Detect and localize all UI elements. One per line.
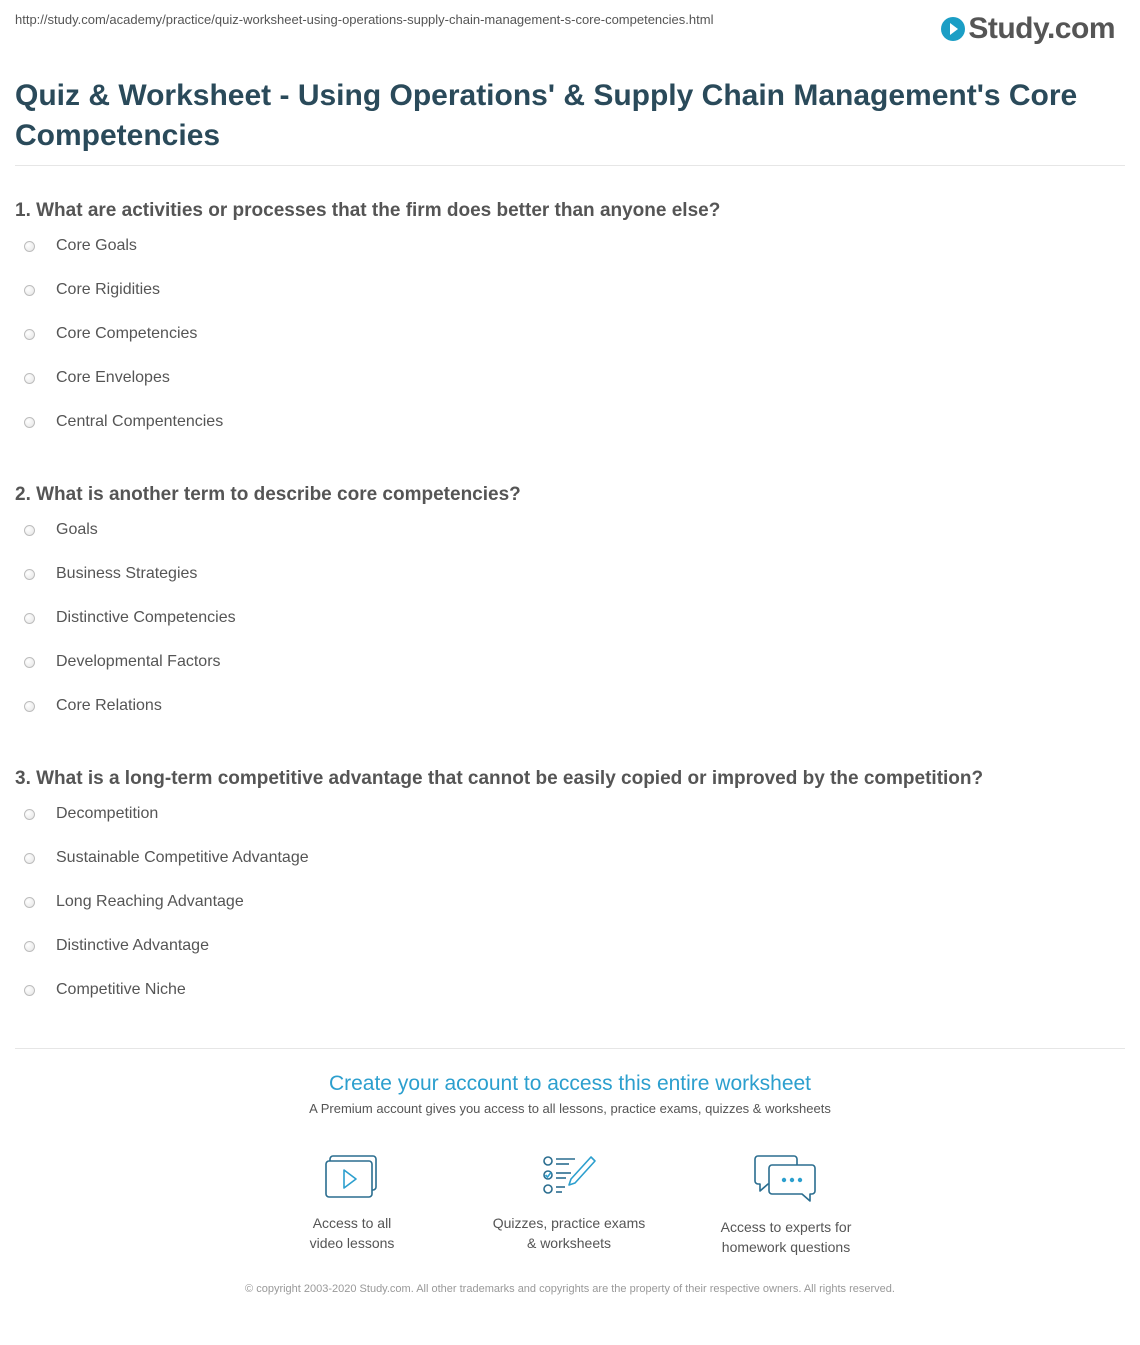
feature-line: homework questions: [721, 1239, 851, 1255]
question-1: [15, 196, 1125, 456]
feature-line: & worksheets: [526, 1235, 612, 1251]
answer-label: Core Envelopes: [56, 369, 170, 386]
premium-features: [243, 1153, 895, 1253]
answer-label: Distinctive Advantage: [56, 937, 209, 954]
page-header: [15, 10, 1125, 50]
answer-option[interactable]: [15, 368, 1125, 412]
study-logo[interactable]: [941, 12, 1115, 46]
radio-button[interactable]: [24, 657, 35, 668]
radio-button[interactable]: [24, 417, 35, 428]
question-3: [15, 764, 1125, 1024]
radio-button[interactable]: [24, 329, 35, 340]
question-text: 1. What are activities or processes that the firm does better than anyone else?: [15, 200, 721, 221]
chat-bubbles-icon: [754, 1153, 818, 1205]
answer-label: Distinctive Competencies: [56, 609, 236, 626]
feature-line: Access to experts for: [720, 1219, 852, 1235]
cta-divider: [15, 1048, 1125, 1049]
radio-button[interactable]: [24, 373, 35, 384]
answer-option[interactable]: [15, 608, 1125, 652]
answer-label: Long Reaching Advantage: [56, 893, 244, 910]
feature-line: Access to all: [312, 1215, 392, 1231]
answer-option[interactable]: [15, 324, 1125, 368]
feature-line: video lessons: [309, 1235, 395, 1251]
question-text: 3. What is a long-term competitive advantage that cannot be easily copied or improved by the competition?: [15, 768, 984, 789]
radio-button[interactable]: [24, 569, 35, 580]
answer-option[interactable]: [15, 280, 1125, 324]
feature-label: [252, 1213, 452, 1253]
answer-label: Core Goals: [56, 237, 137, 254]
radio-button[interactable]: [24, 897, 35, 908]
answer-option[interactable]: [15, 652, 1125, 696]
answer-option[interactable]: [15, 520, 1125, 564]
answer-options: [15, 236, 1125, 456]
cta-subtitle: A Premium account gives you access to all lessons, practice exams, quizzes & worksheets: [309, 1101, 831, 1116]
answer-label: Core Competencies: [56, 325, 198, 342]
answer-option[interactable]: [15, 564, 1125, 608]
feature-label: [469, 1213, 669, 1253]
answer-label: Decompetition: [56, 805, 159, 822]
answer-label: Competitive Niche: [56, 981, 186, 998]
title-divider: [15, 165, 1125, 166]
radio-button[interactable]: [24, 701, 35, 712]
feature-video-lessons: [252, 1153, 452, 1253]
radio-button[interactable]: [24, 985, 35, 996]
question-text: 2. What is another term to describe core competencies?: [15, 484, 521, 505]
answer-option[interactable]: [15, 412, 1125, 456]
answer-label: Developmental Factors: [56, 653, 221, 670]
radio-button[interactable]: [24, 809, 35, 820]
answer-options: [15, 520, 1125, 740]
quiz-checklist-icon: [541, 1153, 597, 1201]
play-circle-icon: [941, 17, 965, 41]
radio-button[interactable]: [24, 285, 35, 296]
answer-label: Business Strategies: [56, 565, 198, 582]
radio-button[interactable]: [24, 613, 35, 624]
question-2: [15, 480, 1125, 740]
answer-label: Sustainable Competitive Advantage: [56, 849, 309, 866]
page-url: http://study.com/academy/practice/quiz-worksheet-using-operations-supply-chain-management-s-core-competencies.html: [15, 12, 714, 27]
feature-quizzes: [469, 1153, 669, 1253]
answer-option[interactable]: [15, 936, 1125, 980]
answer-option[interactable]: [15, 980, 1125, 1024]
logo-text: Study.com: [968, 12, 1115, 45]
feature-label: [686, 1217, 886, 1257]
answer-option[interactable]: [15, 696, 1125, 740]
answer-options: [15, 804, 1125, 1024]
cta-title-link[interactable]: Create your account to access this entire worksheet: [328, 1072, 812, 1095]
answer-option[interactable]: [15, 236, 1125, 280]
answer-option[interactable]: [15, 848, 1125, 892]
page-title: Quiz & Worksheet - Using Operations' & Supply Chain Management's Core Competencies: [15, 79, 1078, 152]
answer-label: Core Relations: [56, 697, 162, 714]
answer-option[interactable]: [15, 892, 1125, 936]
answer-label: Central Compentencies: [56, 413, 224, 430]
feature-experts: [686, 1153, 886, 1257]
answer-label: Goals: [56, 521, 98, 538]
answer-label: Core Rigidities: [56, 281, 161, 298]
radio-button[interactable]: [24, 941, 35, 952]
answer-option[interactable]: [15, 804, 1125, 848]
video-lessons-icon: [324, 1153, 380, 1201]
radio-button[interactable]: [24, 525, 35, 536]
feature-line: Quizzes, practice exams: [492, 1215, 646, 1231]
signup-cta: [15, 1070, 1125, 1118]
copyright-text: © copyright 2003-2020 Study.com. All other trademarks and copyrights are the property of their respective owners. All rights reserved.: [245, 1283, 895, 1295]
radio-button[interactable]: [24, 853, 35, 864]
radio-button[interactable]: [24, 241, 35, 252]
